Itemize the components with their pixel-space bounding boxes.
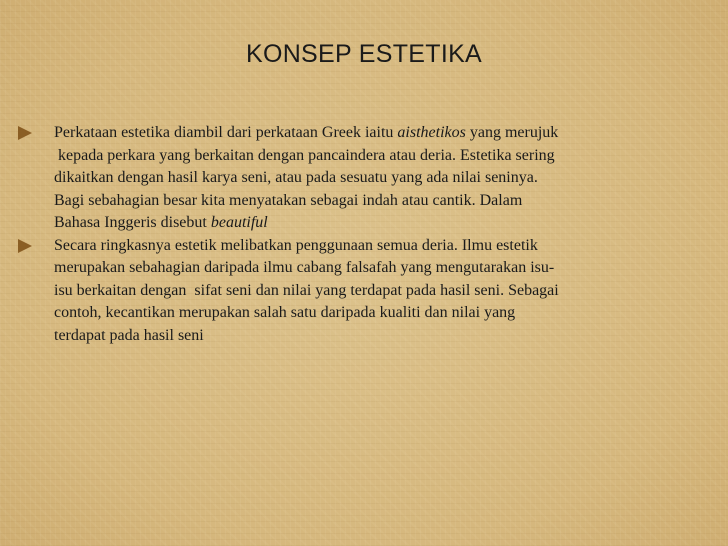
paragraph-line: merupakan sebahagian daripada ilmu cabang falsafah yang mengutarakan isu- xyxy=(54,259,555,276)
paragraph-line: Perkataan estetika diambil dari perkataan Greek iaitu aisthetikos yang merujuk xyxy=(54,124,559,141)
paragraph-line: isu berkaitan dengan sifat seni dan nilai yang terdapat pada hasil seni. Sebagai xyxy=(54,281,559,299)
arrow-bullet-icon xyxy=(18,239,32,253)
paragraph-line: contoh, kecantikan merupakan salah satu daripada kualiti dan nilai yang xyxy=(54,304,516,321)
bullet-item xyxy=(18,122,714,235)
slide-title: KONSEP ESTETIKA xyxy=(245,40,483,68)
italic-term: beautiful xyxy=(210,214,268,231)
paragraph-line: Secara ringkasnya estetik melibatkan penggunaan semua deria. Ilmu estetik xyxy=(54,236,538,254)
paragraph-line: terdapat pada hasil seni xyxy=(54,326,204,344)
paragraph-line: Bagi sebahagian besar kita menyatakan sebagai indah atau cantik. Dalam xyxy=(54,191,523,209)
bullet-list xyxy=(18,122,714,347)
paragraph-line: kepada perkara yang berkaitan dengan pancaindera atau deria. Estetika sering xyxy=(54,146,555,164)
bullet-item xyxy=(18,235,714,348)
italic-term: aisthetikos xyxy=(397,124,466,141)
paragraph-line: dikaitkan dengan hasil karya seni, atau pada sesuatu yang ada nilai seninya. xyxy=(54,169,538,186)
paragraph-line: Bahasa Inggeris disebut beautiful xyxy=(54,214,268,231)
arrow-bullet-icon xyxy=(18,126,32,140)
